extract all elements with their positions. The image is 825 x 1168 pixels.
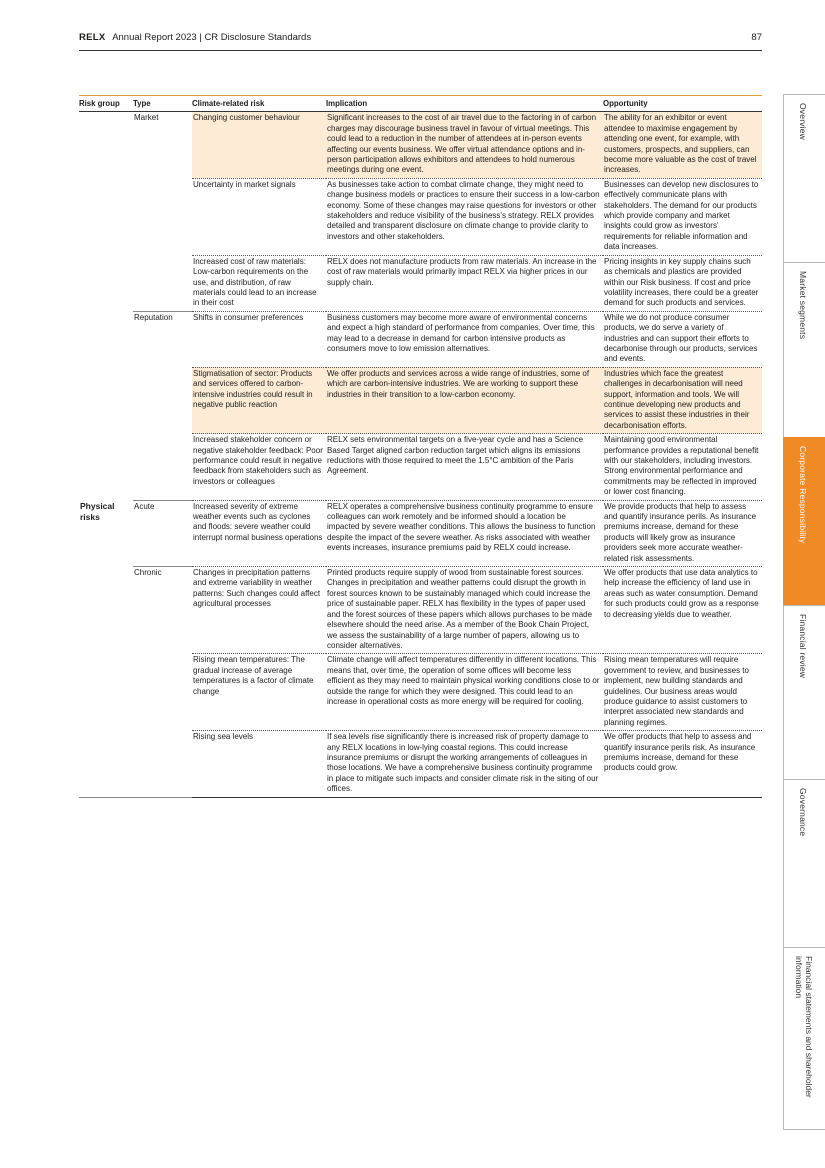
opportunity-cell: We offer products that help to assess and quantify insurance perils risk. As insurance premiums increase, demand for these products could grow.: [603, 731, 762, 797]
climate-risk-cell: Increased severity of extreme weather events such as cyclones and floods: severe weather could interrupt normal business operations: [192, 500, 326, 566]
nav-tab-financial-review[interactable]: [783, 605, 825, 780]
col-header-type: Type: [133, 96, 192, 112]
implication-cell: Significant increases to the cost of air travel due to the factoring in of carbon charges may discourage business travel in favour of virtual meetings. This could lead to a reduction in the number of attendees at in-person events affecting our events business. We offer virtual attendance options and in-person participation allows exhibitors and attendees to hold numerous meetings during one event.: [326, 112, 603, 178]
report-subtitle: Annual Report 2023 | CR Disclosure Standards: [112, 32, 312, 43]
risk-group-cell: [79, 112, 133, 500]
implication-cell: Printed products require supply of wood from sustainable forest sources. Changes in precipitation and weather patterns could disrupt the growth in forest sources known to be sustainably managed which could increase the price of sustainable paper. RELX has flexibility in the types of paper used and the forest sources of these papers which allows purchases to be made elsewhere should the need arise. As a member of the Book Chain Project, we assess the sustainability of a large number of papers, allowing us to consider alternatives.: [326, 567, 603, 654]
col-header-climate-risk: Climate-related risk: [192, 96, 326, 112]
type-cell: Acute: [133, 500, 192, 566]
nav-tab-label: Financial statements and shareholder information: [794, 956, 814, 1098]
implication-cell: If sea levels rise significantly there is increased risk of property damage to any RELX locations in low-lying coastal regions. This could increase insurance premiums or disrupt the working arrangements of colleagues in those locations. We have a comprehensive business continuity programme in place to mitigate such impacts and consider climate risk in the siting of our offices.: [326, 731, 603, 797]
implication-cell: We offer products and services across a wide range of industries, some of which are carbon-intensive industries. We are working to support these industries in their transition to a low-carbon economy.: [326, 367, 603, 433]
type-cell: Reputation: [133, 311, 192, 500]
climate-risk-cell: Rising sea levels: [192, 731, 326, 797]
nav-tab-label: Corporate Responsibility: [798, 446, 808, 544]
section-nav: [783, 94, 825, 1128]
climate-risk-cell: Shifts in consumer preferences: [192, 311, 326, 367]
climate-risk-cell: Changing customer behaviour: [192, 112, 326, 178]
brand-name: RELX: [79, 32, 106, 43]
climate-risk-table: [79, 95, 762, 798]
climate-risk-cell: Rising mean temperatures: The gradual increase of average temperatures is a factor of climate change: [192, 654, 326, 731]
page-header: [79, 32, 762, 51]
nav-tab-overview[interactable]: [783, 94, 825, 263]
page-number: 87: [751, 32, 762, 43]
implication-cell: Climate change will affect temperatures differently in different locations. This means that, over time, the operation of some offices will become less efficient as they may need to maintain physical working conditions close to or outside the range for which they were designed. This could lead to an increase in operational costs as more energy will be required for cooling.: [326, 654, 603, 731]
col-header-implication: Implication: [326, 96, 603, 112]
nav-tab-market-segments[interactable]: [783, 262, 825, 438]
climate-risk-cell: Increased stakeholder concern or negative stakeholder feedback: Poor performance could result in negative feedback from stakeholders such as investors or colleagues: [192, 434, 326, 500]
climate-risk-cell: Stigmatisation of sector: Products and services offered to carbon-intensive industries could result in negative public reaction: [192, 367, 326, 433]
opportunity-cell: Rising mean temperatures will require government to review, and businesses to implement, new building standards and guidelines. Our business areas would produce guidance to assist customers to interpret associated new standards and planning regimes.: [603, 654, 762, 731]
nav-tab-financial-statements[interactable]: [783, 947, 825, 1130]
nav-tab-label: Overview: [798, 103, 808, 141]
opportunity-cell: We offer products that use data analytics to help increase the efficiency of land use in areas such as water consumption. Demand for such products could grow as a response to decreasing yields due to weather.: [603, 567, 762, 654]
type-cell: Chronic: [133, 567, 192, 798]
risk-group-physical: Physical risks: [79, 500, 133, 797]
opportunity-cell: Industries which face the greatest challenges in decarbonisation will need support, information and tools. We will continue developing new products and services to assist these industries in their decarbonisation efforts.: [603, 367, 762, 433]
table-row: [79, 112, 762, 178]
table-row: [79, 500, 762, 566]
opportunity-cell: While we do not produce consumer products, we do serve a variety of industries and can support their efforts to decarbonise through our products, services and events.: [603, 311, 762, 367]
table-row: [79, 311, 762, 367]
implication-cell: RELX operates a comprehensive business continuity programme to ensure colleagues can work remotely and be informed should a location be impacted by severe weather conditions. This allows the business to function despite the impact of the severe weather. As risks associated with weather events increases, insurance premiums paid by RELX could increase.: [326, 500, 603, 566]
nav-tab-label: Financial review: [798, 614, 808, 679]
nav-tab-governance[interactable]: [783, 779, 825, 948]
nav-tab-corporate-responsibility[interactable]: [783, 437, 825, 606]
col-header-risk-group: Risk group: [79, 96, 133, 112]
opportunity-cell: Businesses can develop new disclosures to effectively communicate plans with stakeholders. The demand for our products which provide company and market insights could grow as investors' requirements for reliable information and data increases.: [603, 178, 762, 255]
opportunity-cell: The ability for an exhibitor or event attendee to maximise engagement by attending one event, for example, with customers, prospects, and suppliers, can become more valuable as the cost of travel increases.: [603, 112, 762, 178]
implication-cell: As businesses take action to combat climate change, they might need to change business models or practices to ensure their success in a low-carbon economy. Some of these changes may raise questions for investors or other stakeholders and reduce visibility of the business's strategy. RELX provides detailed and transparent disclosure on climate change to provide clarity to investors and other stakeholders.: [326, 178, 603, 255]
nav-tab-label: Market segments: [798, 271, 808, 340]
col-header-opportunity: Opportunity: [603, 96, 762, 112]
implication-cell: RELX sets environmental targets on a five-year cycle and has a Science Based Target aligned carbon reduction target which aligns its emissions reductions with those required to meet the 1.5°C ambition of the Paris Agreement.: [326, 434, 603, 500]
implication-cell: Business customers may become more aware of environmental concerns and expect a high standard of performance from companies. Over time, this may lead to a decrease in demand for carbon intensive products as consumers move to low emission alternatives.: [326, 311, 603, 367]
type-cell: Market: [133, 112, 192, 311]
opportunity-cell: We provide products that help to assess and quantify insurance perils. As insurance premiums increase, demand for these products will likely grow as insurance providers seek more accurate weather-related risk assessments.: [603, 500, 762, 566]
nav-tab-label: Governance: [798, 788, 808, 837]
table-header-row: [79, 96, 762, 112]
implication-cell: RELX does not manufacture products from raw materials. An increase in the cost of raw materials would primarily impact RELX via higher prices in our supply chain.: [326, 255, 603, 311]
climate-risk-cell: Increased cost of raw materials: Low-carbon requirements on the use, and distribution, of raw materials could lead to an increase in their cost: [192, 255, 326, 311]
table-row: [79, 567, 762, 654]
climate-risk-cell: Uncertainty in market signals: [192, 178, 326, 255]
opportunity-cell: Maintaining good environmental performance provides a reputational benefit with our stakeholders, including investors. Strong environmental performance and commitments may be reflected in improved or lower cost financing.: [603, 434, 762, 500]
opportunity-cell: Pricing insights in key supply chains such as chemicals and plastics are provided within our Risk business. If cost and price volatility increases, there could be a greater demand for such products and services.: [603, 255, 762, 311]
climate-risk-cell: Changes in precipitation patterns and extreme variability in weather patterns: Such changes could affect agricultural processes: [192, 567, 326, 654]
